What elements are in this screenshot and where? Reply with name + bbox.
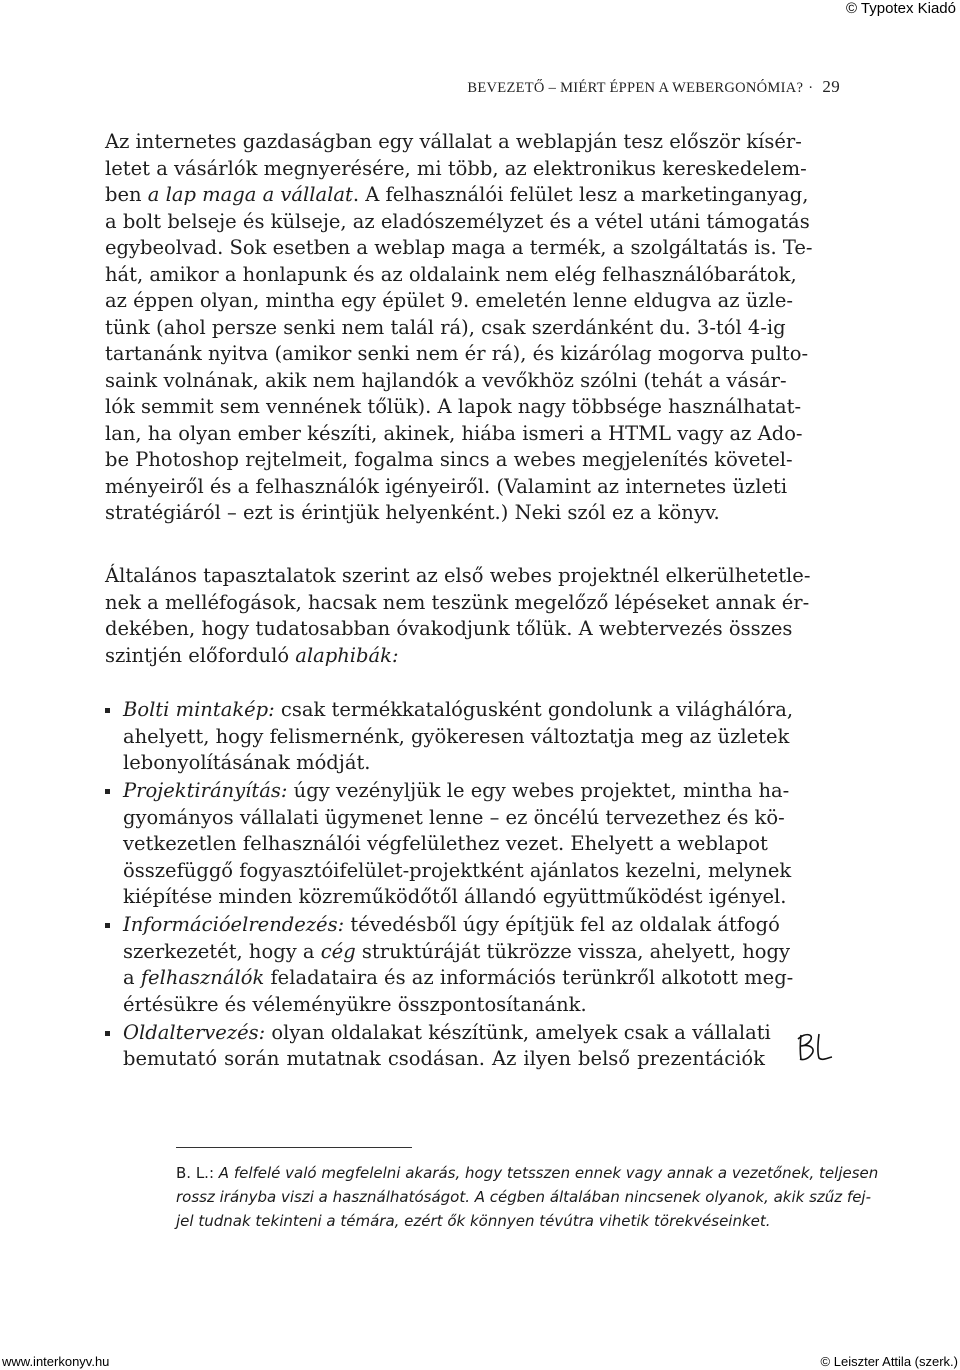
running-header — [467, 77, 840, 97]
text-line: stratégiáról – ezt is érintjük helyenként.) Neki szól ez a könyv. — [105, 501, 720, 524]
text-line: Oldaltervezés: olyan oldalakat készítünk, amelyek csak a vállalati — [123, 1020, 771, 1044]
text-line: Az internetes gazdaságban egy vállalat a weblapján tesz először kísér- — [105, 130, 802, 153]
list-item — [105, 1020, 771, 1073]
text-line: letet a vásárlók megnyerésére, mi több, az elektronikus kereskedelem- — [105, 156, 807, 180]
bullet-icon — [105, 923, 110, 928]
text-line: dekében, hogy tudatosabban óvakodjunk tőlük. A webtervezés összes — [105, 617, 793, 640]
text-line: be Photoshop rejtelmeit, fogalma sincs a webes megjelenítés követel- — [105, 448, 793, 471]
text-line: rossz irányba viszi a használhatóságot. A cégben általában nincsenek olyanok, akik szűz fej- — [176, 1188, 872, 1206]
publisher-copyright: © Typotex Kiadó — [845, 0, 956, 17]
text-line: lók semmit sem vennének tőlük). A lapok nagy többsége használhatat- — [105, 395, 802, 418]
list-term: Bolti mintakép: — [123, 698, 275, 721]
text-line: ahelyett, hogy felismernénk, gyökeresen változtatja meg az üzletek — [123, 724, 790, 748]
emphasis: felhasználók — [140, 966, 265, 989]
text-line: a bolt belseje és külseje, az eladószemélyzet és a vétel utáni támogatás — [105, 209, 810, 233]
text-line: nek a melléfogások, hacsak nem teszünk megelőző lépéseket annak ér- — [105, 590, 810, 614]
text-line: bemutató során mutatnak csodásan. Az ilyen belső prezentációk — [123, 1047, 765, 1070]
text-line: a felhasználók feladataira és az információs terünkről alkotott meg- — [123, 966, 794, 989]
text-line: egybeolvad. Sok esetben a weblap maga a termék, a szolgáltatás is. Te- — [105, 236, 813, 259]
text-line: lan, ha olyan ember készíti, akinek, hiába ismeri a HTML vagy az Ado- — [105, 421, 803, 445]
bullet-icon — [105, 789, 110, 794]
text-line: értésükre és véleményükre összpontosítanánk. — [123, 992, 587, 1016]
text-line: saink volnának, akik nem hajlandók a vevőkhöz szólni (tehát a vásár- — [105, 368, 787, 392]
list-term: Oldaltervezés: — [123, 1020, 266, 1044]
text-line: vetkezetlen felhasználói végfelülethez vezet. Ehelyett a weblapot — [123, 832, 768, 855]
text-line: hát, amikor a honlapunk és az oldalaink nem elég felhasználóbarátok, — [105, 262, 797, 286]
text-line: gyományos vállalati ügymenet lenne – ez öncélú tervezethez és kö- — [123, 805, 785, 829]
text-line: Projektirányítás: úgy vezényljük le egy webes projektet, mintha ha- — [123, 779, 790, 802]
text-line: tünk (ahol persze senki nem talál rá), csak szerdánként du. 3-tól 4-ig — [105, 315, 786, 339]
text-line: lebonyolításának módját. — [123, 751, 371, 774]
footnote — [176, 1161, 879, 1233]
list-item — [105, 912, 794, 1018]
paragraph-intro — [105, 129, 813, 527]
paragraph-mistakes — [105, 563, 811, 669]
page-number: 29 — [822, 77, 840, 96]
list-term: Információelrendezés: — [123, 913, 345, 936]
emphasis: a lap maga a vállalat — [147, 183, 353, 206]
text-line: ményeiről és a felhasználók igényeiről. (Valamint az internetes üzleti — [105, 474, 788, 498]
editor-copyright: © Leiszter Attila (szerk.) — [820, 1354, 958, 1369]
text-line: összefüggő fogyasztóifelület-projektként ajánlatos kezelni, melynek — [123, 858, 792, 882]
bullet-icon — [105, 1031, 110, 1036]
footnote-divider — [176, 1147, 412, 1148]
bullet-icon — [105, 708, 110, 713]
text-line: ben a lap maga a vállalat. A felhasználói felület lesz a marketinganyag, — [105, 183, 809, 206]
text-line: tartanánk nyitva (amikor senki nem ér rá), és kizárólag mogorva pulto- — [105, 342, 809, 365]
author-signature-icon — [795, 1030, 835, 1070]
text-line: szerkezetét, hogy a cég struktúráját tükrözze vissza, ahelyett, hogy — [123, 939, 790, 963]
text-line: szintjén előforduló alaphibák: — [105, 643, 399, 667]
signature-bl-icon — [795, 1030, 835, 1066]
header-separator: · — [808, 80, 814, 96]
mistake-list — [105, 697, 794, 1074]
list-item — [105, 778, 792, 911]
text-line: jel tudnak tekinteni a témára, ezért ők könnyen tévútra vihetik törekvéseinket. — [176, 1212, 771, 1230]
text-line: Általános tapasztalatok szerint az első webes projektnél elkerülhetetle- — [105, 564, 811, 587]
text-line: B. L.: A felfelé való megfelelni akarás, hogy tetsszen ennek vagy annak a vezetőnek, teljesen — [176, 1164, 879, 1182]
text-line: kiépítése minden közreműködőtől állandó együttműködést igényel. — [123, 885, 787, 908]
running-title: BEVEZETŐ – MIÉRT ÉPPEN A WEBERGONÓMIA? — [467, 80, 804, 96]
text-line: Bolti mintakép: csak termékkatalógusként gondolunk a világhálóra, — [123, 698, 794, 721]
text-line: Információelrendezés: tévedésből úgy építjük fel az oldalak átfogó — [123, 913, 780, 936]
emphasis: alaphibák: — [295, 643, 399, 667]
list-term: Projektirányítás: — [123, 779, 288, 802]
emphasis: cég — [320, 939, 356, 963]
website-link[interactable]: www.interkonyv.hu — [2, 1354, 110, 1369]
footnote-initials: B. L.: — [176, 1164, 215, 1182]
text-line: az éppen olyan, mintha egy épület 9. emeletén lenne eldugva az üzle- — [105, 289, 793, 312]
list-item — [105, 697, 794, 777]
